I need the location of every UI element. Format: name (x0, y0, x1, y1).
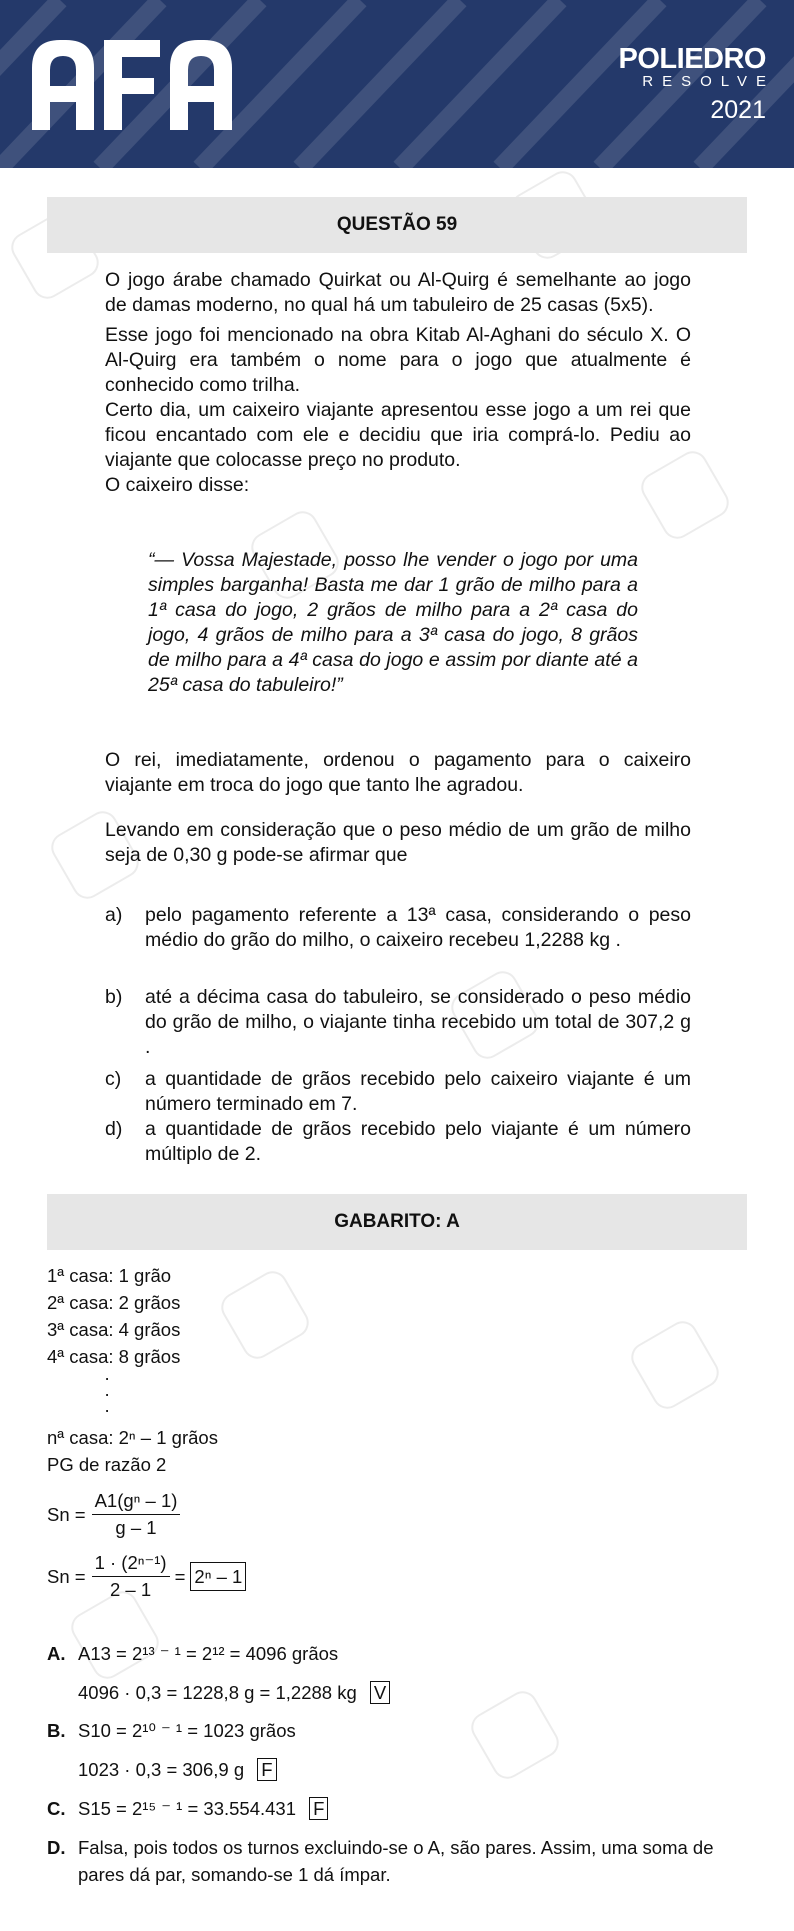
fraction (92, 1550, 170, 1603)
option-c (105, 1067, 691, 1117)
item-d-text: Falsa, pois todos os turnos excluindo-se o A, são pares. Assim, uma soma de pares dá par, somando-se 1 dá ímpar. (78, 1837, 714, 1885)
item-a-mark: V (370, 1681, 390, 1704)
house-line: 1ª casa: 1 grão (47, 1265, 172, 1286)
sum-result: 2ⁿ – 1 (190, 1562, 246, 1591)
sum-formula-specific (47, 1550, 246, 1603)
item-d-letter: D. (47, 1837, 66, 1858)
item-b-calc: 1023 · 0,3 = 306,9 g (78, 1759, 245, 1780)
option-letter: a) (105, 904, 123, 926)
paragraph-2: Esse jogo foi mencionado na obra Kitab Al-Aghani do século X. O Al-Quirg era também o nome para o jogo que atualmente é conhecido como trilha. (105, 324, 691, 396)
item-c-letter: C. (47, 1798, 66, 1819)
brand-main: POLIEDRO (618, 43, 766, 75)
item-b-line1: S10 = 2¹⁰ ⁻ ¹ = 1023 grãos (78, 1720, 296, 1741)
poliedro-brand (618, 43, 775, 126)
item-a-calc: 4096 · 0,3 = 1228,8 g = 1,2288 kg (78, 1682, 357, 1703)
fraction (92, 1488, 181, 1541)
paragraph-6: Levando em consideração que o peso médio de um grão de milho seja de 0,30 g pode-se afirmar que (105, 819, 691, 866)
item-c-line (78, 1795, 328, 1822)
option-text: pelo pagamento referente a 13ª casa, considerando o peso médio do grão do milho, o caixeiro recebeu 1,2288 kg . (145, 904, 691, 951)
ellipsis-dots: · · · (104, 1367, 111, 1420)
paragraph-4: O caixeiro disse: (105, 474, 250, 496)
fraction-denominator: 2 – 1 (110, 1579, 152, 1600)
year-label: 2021 (710, 96, 766, 124)
paragraph-3: Certo dia, um caixeiro viajante apresentou esse jogo a um rei que ficou encantado com ele e decidiu que iria comprá-lo. Pediu ao viajante que colocasse preço no produto. (105, 399, 691, 471)
afa-logo (32, 40, 234, 130)
brand-sub: RESOLVE (642, 73, 775, 90)
question-body-2 (105, 748, 691, 868)
option-letter: d) (105, 1118, 123, 1140)
option-a (105, 903, 691, 953)
item-c-mark: F (309, 1797, 328, 1820)
header-banner (0, 0, 794, 168)
item-a-line1: A13 = 2¹³ ⁻ ¹ = 2¹² = 4096 grãos (78, 1643, 339, 1664)
paragraph-5: O rei, imediatamente, ordenou o pagamento para o caixeiro viajante em troca do jogo que tanto lhe agradou. (105, 749, 691, 796)
fraction-numerator: 1 · (2ⁿ⁻¹) (92, 1550, 170, 1577)
option-text: a quantidade de grãos recebido pelo caixeiro viajante é um número terminado em 7. (145, 1068, 691, 1115)
item-a-letter: A. (47, 1643, 66, 1664)
answer-title: GABARITO: A (47, 1194, 747, 1250)
answer-house-list (47, 1262, 180, 1370)
equals-sign: = (174, 1566, 186, 1587)
sn-label-2: Sn = (47, 1566, 86, 1587)
option-b (105, 985, 691, 1060)
question-body (105, 268, 691, 498)
pg-ratio-line: PG de razão 2 (47, 1454, 167, 1475)
question-title: QUESTÃO 59 (47, 197, 747, 253)
nth-house-line: nª casa: 2ⁿ – 1 grãos (47, 1427, 218, 1448)
merchant-quote: “— Vossa Majestade, posso lhe vender o jogo por uma simples barganha! Basta me dar 1 grão de milho para a 1ª casa do jogo, 2 grãos de milho para a 2ª casa do jogo, 4 grãos de milho para a 3ª casa do jogo, 8 grãos de milho para a 4ª casa do jogo e assim por diante até a 25ª casa do tabuleiro!” (148, 549, 638, 696)
option-text: até a décima casa do tabuleiro, se considerado o peso médio do grão de milho, o viajante tinha recebido um total de 307,2 g . (145, 986, 691, 1058)
option-text: a quantidade de grãos recebido pelo viajante é um número múltiplo de 2. (145, 1118, 691, 1165)
house-line: 4ª casa: 8 grãos (47, 1346, 181, 1367)
item-b-line2 (78, 1756, 277, 1783)
option-letter: c) (105, 1068, 122, 1090)
house-line: 3ª casa: 4 grãos (47, 1319, 181, 1340)
item-b-mark: F (257, 1758, 276, 1781)
fraction-denominator: g – 1 (115, 1517, 157, 1538)
option-letter: b) (105, 986, 123, 1008)
house-line: 2ª casa: 2 grãos (47, 1292, 181, 1313)
item-b-letter: B. (47, 1720, 66, 1741)
sum-formula-general (47, 1488, 180, 1541)
fraction-numerator: A1(gⁿ – 1) (92, 1488, 181, 1515)
option-d (105, 1117, 691, 1167)
item-a-line2 (78, 1679, 390, 1706)
sn-label: Sn = (47, 1504, 86, 1525)
paragraph-1: O jogo árabe chamado Quirkat ou Al-Quirg é semelhante ao jogo de damas moderno, no qual há um tabuleiro de 25 casas (5x5). (105, 269, 691, 316)
item-c-calc: S15 = 2¹⁵ ⁻ ¹ = 33.554.431 (78, 1798, 296, 1819)
